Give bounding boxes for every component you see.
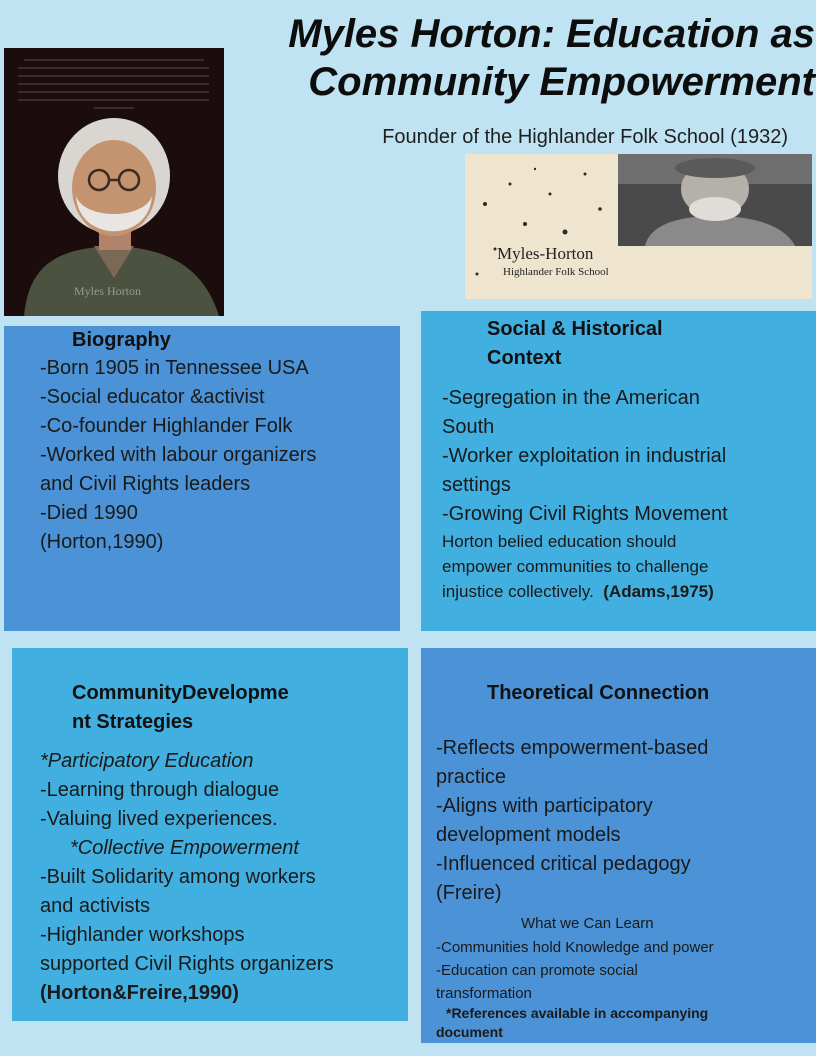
references-line-1: *References available in accompanying [446,1005,709,1021]
title-line-1: Myles Horton: Education as [288,12,815,56]
portrait-caption: Myles Horton [74,284,141,298]
learn-line: -Education can promote social [436,962,638,979]
biography-line: -Social educator &activist [40,386,265,408]
biography-list [40,354,316,557]
poster-title [205,10,815,106]
learn-list [436,936,714,1005]
strategies-line: -Valuing lived experiences. [40,808,278,830]
context-line: -Worker exploitation in industrial [442,445,727,467]
context-heading-line-2: Context [487,347,562,369]
context-line: settings [442,474,511,496]
strategies-subheading: *Collective Empowerment [70,837,299,859]
theory-panel [421,648,816,1043]
context-line: -Growing Civil Rights Movement [442,503,728,525]
biography-line: -Born 1905 in Tennessee USA [40,357,309,379]
biography-heading: Biography [72,329,171,351]
portrait-image [4,48,224,316]
strategies-line: and activists [40,895,151,917]
context-line: South [442,416,495,438]
context-note-text: injustice collectively. [442,582,594,601]
strategies-line: -Learning through dialogue [40,779,280,801]
learn-line: transformation [436,985,532,1002]
title-line-2: Community Empowerment [308,60,815,104]
context-note-line [442,579,714,604]
context-note-line: Horton belied education should [442,532,677,551]
theory-line: practice [436,766,507,788]
strategies-list [40,747,333,1008]
collage-caption-name: Myles-Horton [497,244,594,263]
strategies-heading-line-2: nt Strategies [72,711,194,733]
theory-line: (Freire) [436,882,502,904]
learn-line: -Communities hold Knowledge and power [436,939,714,956]
biography-panel [4,326,400,631]
theory-line: -Reflects empowerment-based [436,737,709,759]
references-note [436,1004,708,1042]
theory-line: -Aligns with participatory [436,795,653,817]
theory-heading: Theoretical Connection [487,682,710,704]
theory-line: development models [436,824,621,846]
biography-line: -Co-founder Highlander Folk [40,415,293,437]
strategies-subheading: *Participatory Education [40,750,254,772]
strategies-heading-line-1: CommunityDevelopme [72,682,289,704]
context-heading-line-1: Social & Historical [487,318,663,340]
context-list [442,384,728,529]
strategies-line: supported Civil Rights organizers [40,953,334,975]
biography-line: and Civil Rights leaders [40,473,251,495]
theory-list [436,734,708,908]
context-line: -Segregation in the American [442,387,700,409]
strategies-line: -Built Solidarity among workers [40,866,316,888]
strategies-panel [12,648,408,1021]
context-note-line: empower communities to challenge [442,557,709,576]
strategies-heading [72,679,289,737]
context-panel [421,311,816,631]
theory-line: -Influenced critical pedagogy [436,853,691,875]
biography-line: -Died 1990 [40,502,138,524]
references-line-2: document [436,1024,503,1040]
strategies-line: -Highlander workshops [40,924,245,946]
strategies-citation: (Horton&Freire,1990) [40,982,239,1004]
biography-citation: (Horton,1990) [40,531,164,553]
context-citation: (Adams,1975) [603,582,714,601]
collage-caption-school: Highlander Folk School [503,266,609,278]
context-heading [487,315,663,373]
poster-subtitle: Founder of the Highlander Folk School (1932) [382,126,788,148]
learn-heading: What we Can Learn [521,915,654,932]
collage-image [465,154,812,299]
context-note [442,529,714,604]
biography-line: -Worked with labour organizers [40,444,317,466]
